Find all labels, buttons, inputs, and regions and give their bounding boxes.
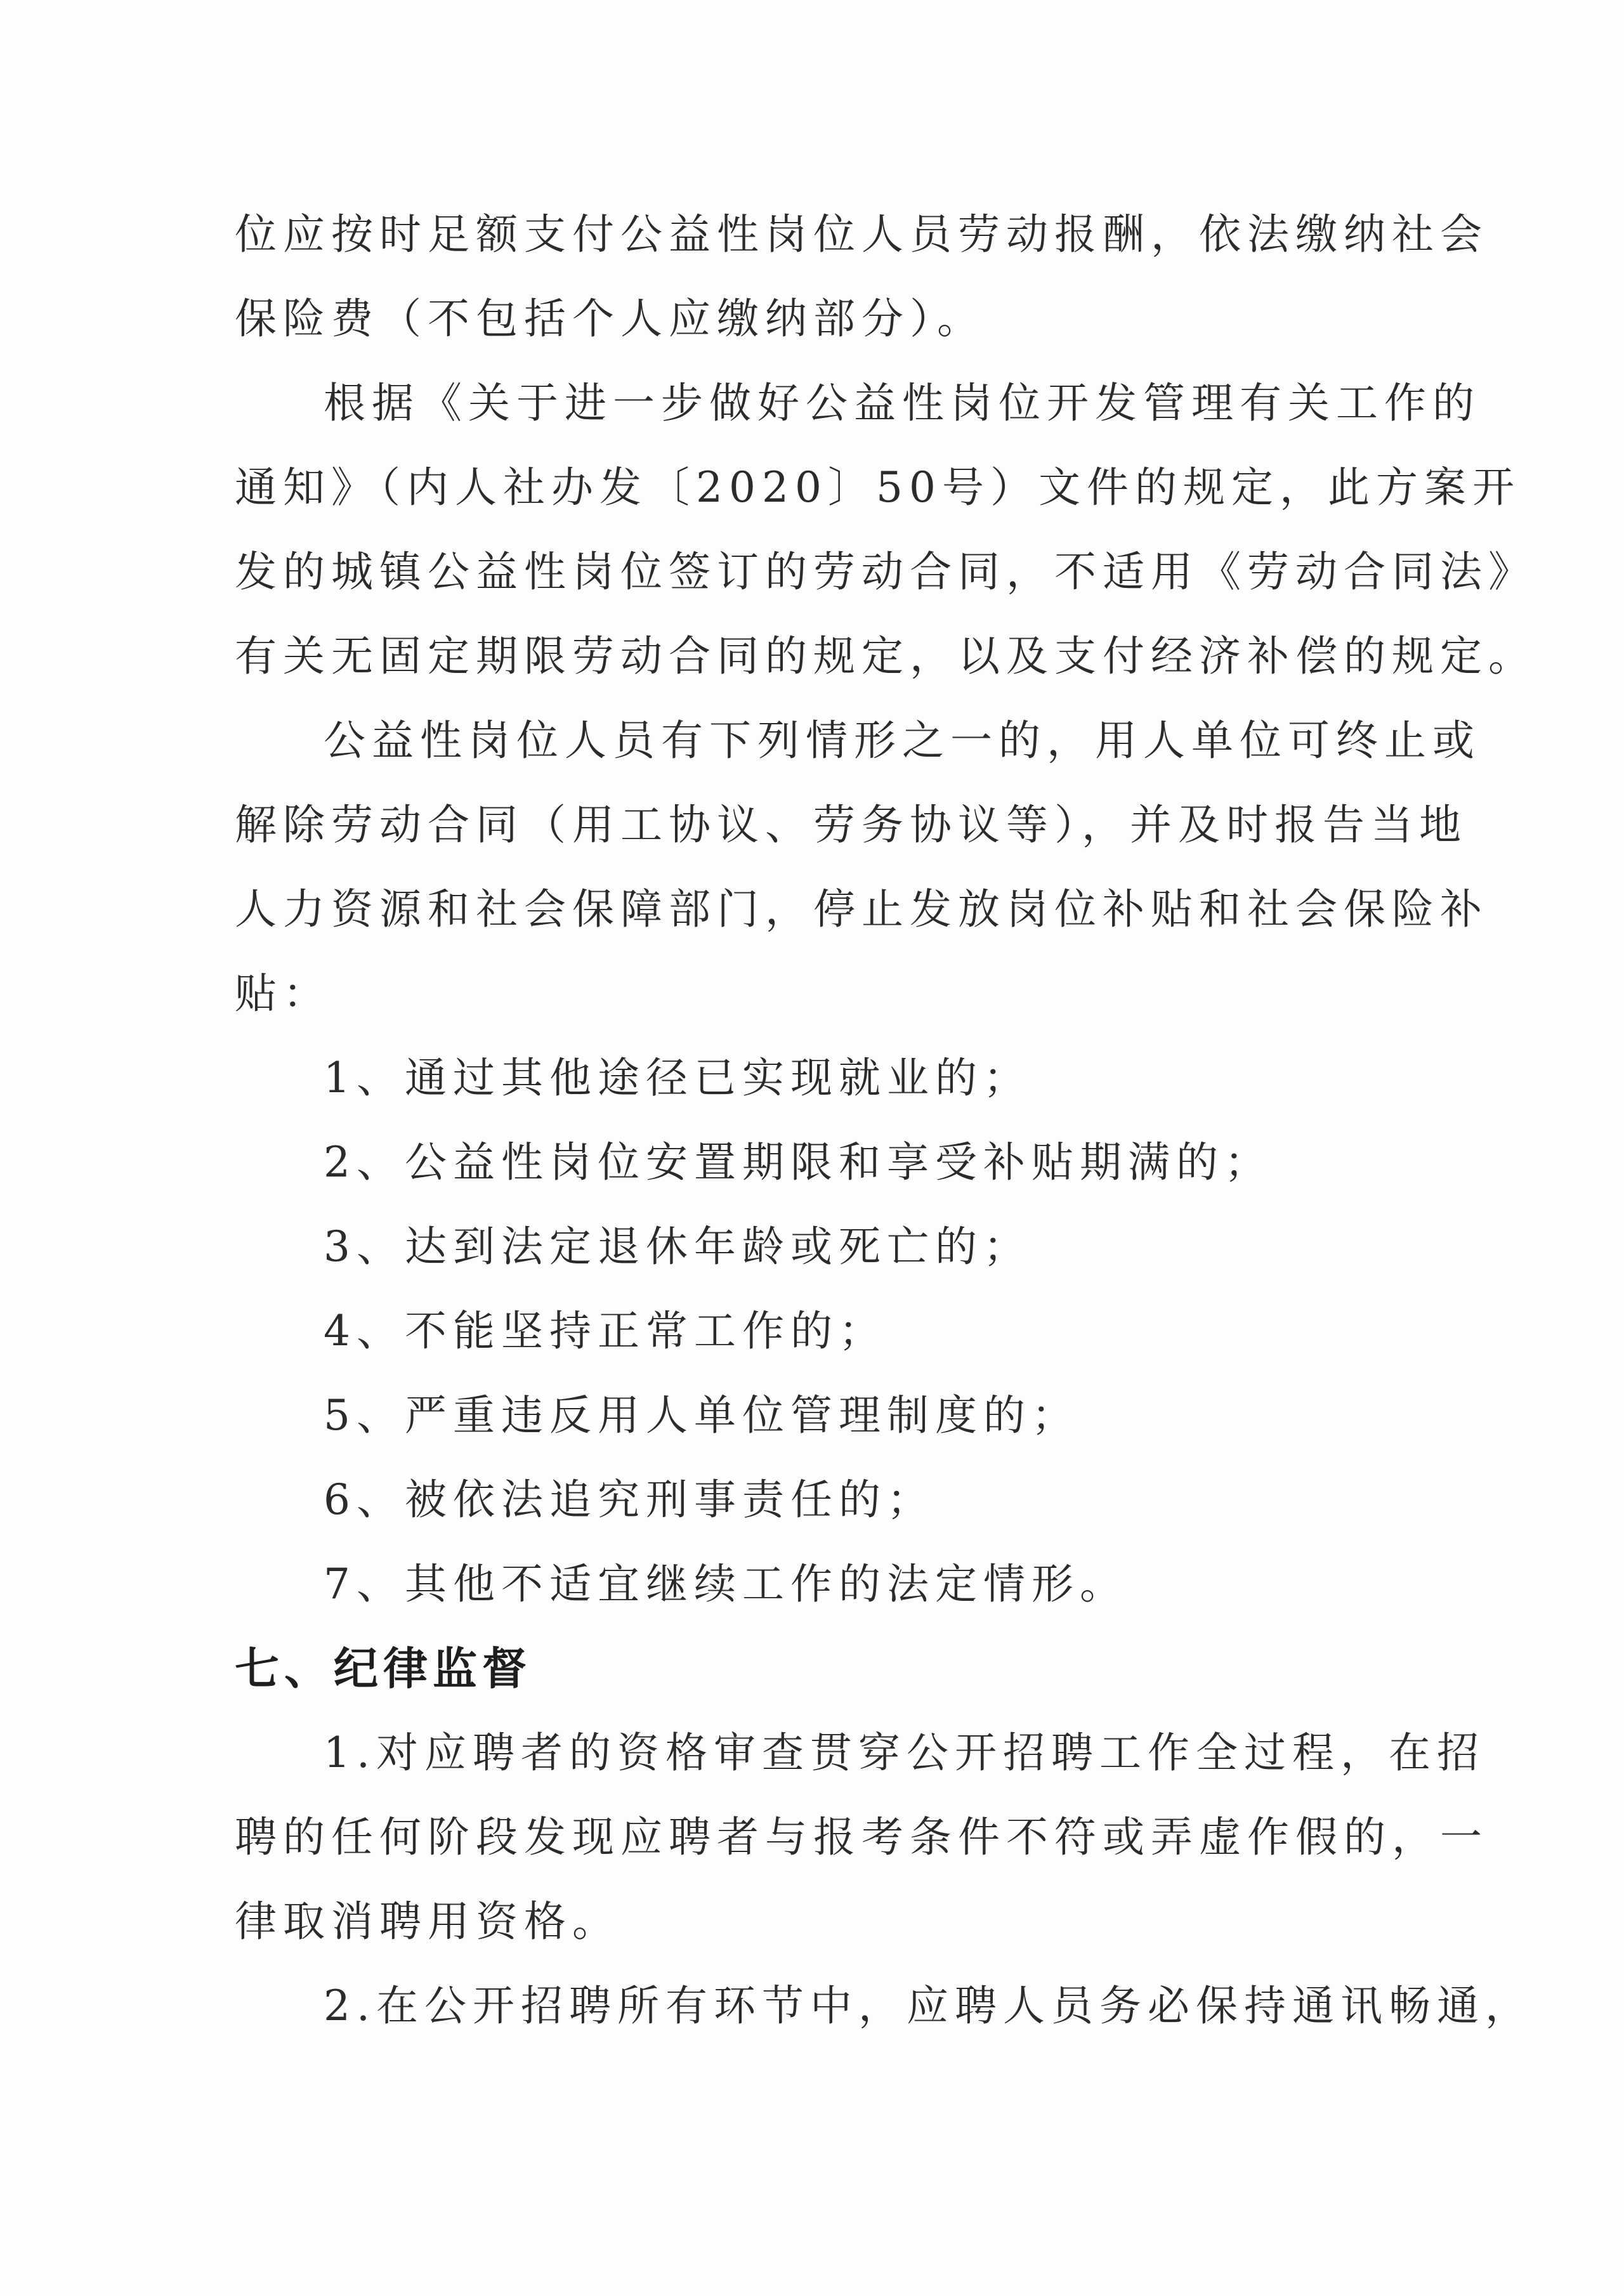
paragraph-line: 律取消聘用资格。	[235, 1897, 620, 1946]
paragraph-line: 保险费（不包括个人应缴纳部分）。	[235, 294, 985, 343]
paragraph-line: 人力资源和社会保障部门，停止发放岗位补贴和社会保险补	[235, 885, 1488, 934]
paragraph-line: 解除劳动合同（用工协议、劳务协议等），并及时报告当地	[235, 800, 1467, 849]
list-item: 7、其他不适宜继续工作的法定情形。	[324, 1560, 1128, 1608]
paragraph-line: 贴：	[235, 969, 331, 1018]
paragraph-line: 2.在公开招聘所有环节中，应聘人员务必保持通讯畅通，	[324, 1981, 1533, 2030]
list-item: 6、被依法追究刑事责任的；	[324, 1475, 935, 1524]
paragraph-line: 根据《关于进一步做好公益性岗位开发管理有关工作的	[324, 379, 1481, 427]
paragraph-line: 位应按时足额支付公益性岗位人员劳动报酬，依法缴纳社会	[235, 210, 1488, 259]
paragraph-line: 1.对应聘者的资格审查贯穿公开招聘工作全过程，在招	[324, 1728, 1485, 1777]
section-heading: 七、纪律监督	[235, 1643, 532, 1695]
paragraph-line: 聘的任何阶段发现应聘者与报考条件不符或弄虚作假的，一	[235, 1813, 1488, 1862]
paragraph-line: 发的城镇公益性岗位签订的劳动合同，不适用《劳动合同法》	[235, 547, 1536, 596]
list-item: 2、公益性岗位安置期限和享受补贴期满的；	[324, 1138, 1273, 1187]
list-item: 1、通过其他途径已实现就业的；	[324, 1053, 1031, 1102]
paragraph-line: 通知》（内人社办发〔2020〕50号）文件的规定，此方案开	[235, 463, 1521, 512]
list-item: 4、不能坚持正常工作的；	[324, 1307, 887, 1355]
list-item: 5、严重违反用人单位管理制度的；	[324, 1391, 1080, 1440]
list-item: 3、达到法定退休年龄或死亡的；	[324, 1222, 1031, 1271]
paragraph-line: 公益性岗位人员有下列情形之一的，用人单位可终止或	[324, 716, 1481, 765]
paragraph-line: 有关无固定期限劳动合同的规定，以及支付经济补偿的规定。	[235, 632, 1536, 681]
